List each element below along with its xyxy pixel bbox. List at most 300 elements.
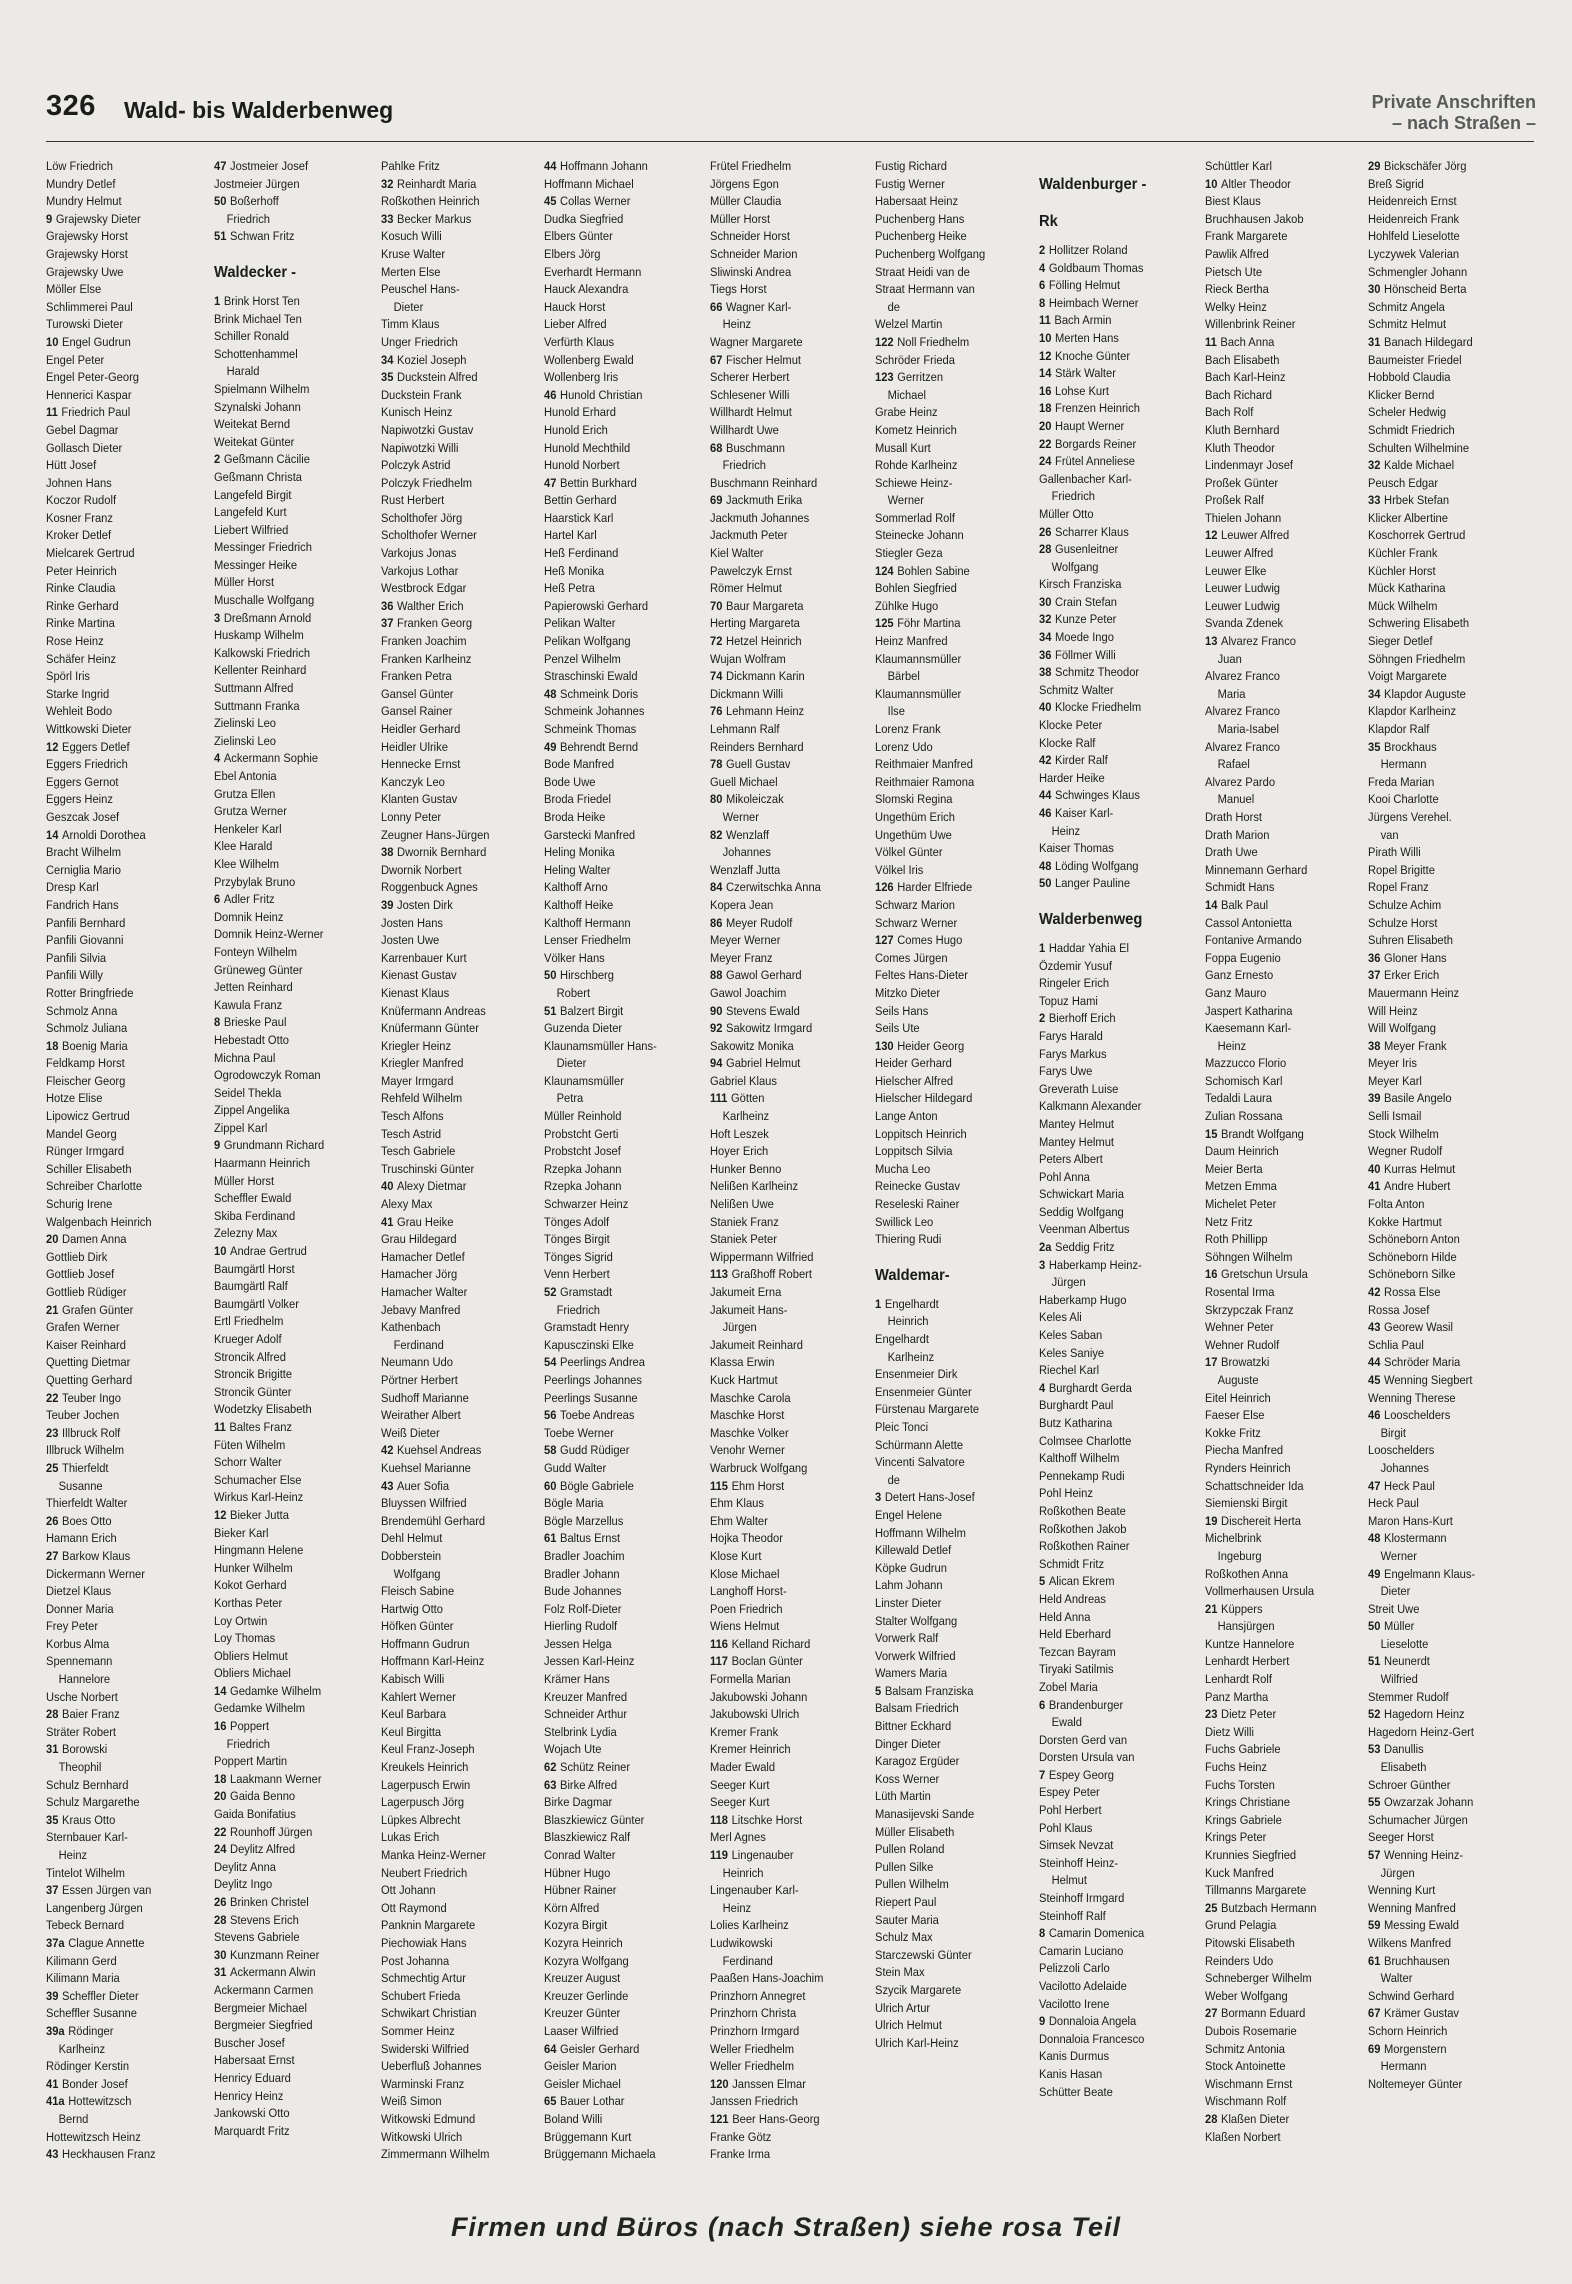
directory-entry (875, 827, 1019, 845)
directory-entry (381, 1970, 525, 1988)
directory-entry (1205, 1513, 1349, 1531)
resident-name: Schütter Beate (1039, 2084, 1113, 2099)
directory-entry (381, 1530, 525, 1548)
resident-name: Meyer Frank (1384, 1038, 1447, 1053)
directory-entry (710, 1249, 854, 1267)
resident-name: Boenig Maria (62, 1038, 128, 1053)
resident-name: Donner Maria (46, 1601, 114, 1616)
house-number: 69 (710, 493, 723, 508)
resident-name: Probstcht Gerti (544, 1126, 619, 1141)
resident-name: Lagerpusch Jörg (381, 1795, 465, 1810)
house-number: 29 (1368, 159, 1381, 173)
house-number: 5 (875, 1683, 882, 1698)
directory-entry (1205, 1249, 1349, 1267)
house-number: 117 (710, 1654, 728, 1669)
resident-name: Napiwotzki Gustav (381, 422, 474, 437)
house-number: 8 (214, 1015, 221, 1030)
directory-entry (214, 1419, 358, 1437)
directory-entry (214, 1648, 358, 1666)
resident-name: Müller Otto (1039, 506, 1094, 521)
directory-entry-continuation (544, 1302, 688, 1320)
resident-name: Meyer Iris (1368, 1056, 1417, 1071)
resident-name: van (1380, 827, 1399, 842)
resident-name: Hütt Josef (46, 458, 97, 473)
directory-entry (1205, 703, 1349, 721)
directory-entry-continuation (1039, 1714, 1183, 1732)
resident-name: Heinrich (722, 1865, 764, 1880)
directory-entry-continuation (46, 2041, 190, 2059)
resident-name: Rinke Claudia (46, 581, 116, 596)
directory-entry (544, 950, 688, 968)
directory-entry (544, 897, 688, 915)
directory-entry (46, 1566, 190, 1584)
directory-entry (381, 1478, 525, 1496)
directory-entry (46, 932, 190, 950)
directory-entry (381, 475, 525, 493)
resident-name: Manuel (1217, 792, 1255, 807)
resident-name: Ehm Horst (731, 1478, 785, 1493)
resident-name: Heinz (722, 1900, 752, 1915)
resident-name: Korthas Peter (214, 1595, 283, 1610)
house-number: 19 (1205, 1513, 1218, 1528)
house-number: 20 (214, 1789, 227, 1804)
directory-entry (381, 1706, 525, 1724)
directory-entry (46, 1302, 190, 1320)
resident-name: Engel Peter-Georg (46, 370, 139, 385)
resident-name: Kroker Detlef (46, 528, 112, 543)
resident-name: Tebeck Bernard (46, 1918, 125, 1933)
directory-entry (214, 1841, 358, 1859)
resident-name: Thielen Johann (1205, 510, 1282, 525)
resident-name: Lingenauber Karl- (710, 1883, 799, 1898)
resident-name: Föllmer Willi (1055, 647, 1116, 662)
house-number: 90 (710, 1003, 723, 1018)
directory-entry (710, 1478, 854, 1496)
directory-entry-continuation (1368, 1970, 1512, 1988)
resident-name: Jessen Helga (544, 1636, 612, 1651)
resident-name: Föhr Martina (897, 616, 961, 631)
resident-name: Duckstein Frank (381, 387, 462, 402)
directory-entry (1205, 1090, 1349, 1108)
directory-column (381, 158, 541, 2178)
directory-entry (46, 563, 190, 581)
directory-entry-continuation (46, 2111, 190, 2129)
house-number: 27 (1205, 2006, 1218, 2021)
resident-name: Völker Hans (544, 950, 605, 965)
directory-entry (1368, 1724, 1512, 1742)
directory-entry (1368, 1988, 1512, 2006)
resident-name: Kunze Peter (1055, 612, 1117, 627)
resident-name: Klapdor Karlheinz (1368, 704, 1457, 719)
directory-entry (46, 1161, 190, 1179)
resident-name: Harder Elfriede (897, 880, 973, 895)
resident-name: Lolies Karlheinz (710, 1918, 789, 1933)
directory-entry (1039, 1415, 1183, 1433)
resident-name: Krunnies Siegfried (1205, 1848, 1297, 1862)
house-number: 55 (1368, 1795, 1381, 1810)
directory-entry (1368, 457, 1512, 475)
resident-name: Schwinges Klaus (1055, 788, 1140, 803)
resident-name: Hübner Hugo (544, 1865, 611, 1880)
directory-entry (46, 2005, 190, 2023)
directory-entry (1039, 1908, 1183, 1926)
resident-name: Gebel Dagmar (46, 422, 119, 437)
resident-name: Wujan Wolfram (710, 651, 786, 666)
directory-entry (214, 346, 358, 364)
resident-name: Baumeister Friedel (1368, 352, 1462, 367)
directory-entry (710, 1917, 854, 1935)
house-number: 47 (214, 159, 227, 173)
directory-entry (1368, 352, 1512, 370)
directory-entry (1039, 1010, 1183, 1028)
resident-name: Hoffmann Gudrun (381, 1636, 470, 1651)
directory-entry (710, 563, 854, 581)
resident-name: Fonteyn Wilhelm (214, 944, 298, 959)
directory-entry (46, 369, 190, 387)
directory-entry (710, 264, 854, 282)
resident-name: Boßerhoff (230, 194, 279, 209)
directory-entry (214, 662, 358, 680)
directory-entry (1368, 510, 1512, 528)
resident-name: Schulten Wilhelmine (1368, 440, 1470, 455)
resident-name: Hamacher Jörg (381, 1267, 458, 1282)
house-number: 14 (1039, 366, 1052, 381)
resident-name: Kooi Charlotte (1368, 792, 1439, 807)
resident-name: Venn Herbert (544, 1267, 610, 1282)
directory-entry (1368, 1390, 1512, 1408)
resident-name: Panfili Willy (46, 968, 104, 983)
resident-name: Rödinger Kerstin (46, 2059, 130, 2074)
directory-entry (1039, 858, 1183, 876)
resident-name: Hunold Mechthild (544, 440, 631, 455)
resident-name: Michelet Peter (1205, 1197, 1277, 1212)
resident-name: Wittkowski Dieter (46, 722, 132, 736)
directory-entry (214, 1067, 358, 1085)
directory-entry (46, 1442, 190, 1460)
resident-name: Adler Fritz (223, 892, 275, 907)
directory-entry (46, 193, 190, 211)
resident-name: Lorenz Frank (875, 722, 941, 736)
directory-entry (381, 827, 525, 845)
resident-name: Reinders Udo (1205, 1953, 1274, 1968)
resident-name: Svanda Zdenek (1205, 616, 1284, 631)
resident-name: Bittner Eckhard (875, 1719, 952, 1734)
resident-name: Baltus Ernst (560, 1531, 621, 1546)
house-number: 124 (875, 563, 894, 578)
resident-name: Zippel Karl (214, 1120, 268, 1135)
directory-entry (1205, 563, 1349, 581)
resident-name: Jakumeit Hans- (710, 1302, 788, 1317)
directory-entry (544, 2058, 688, 2076)
resident-name: Proßek Günter (1205, 475, 1279, 490)
directory-entry (381, 1653, 525, 1671)
directory-entry-continuation (544, 985, 688, 1003)
directory-entry (1205, 862, 1349, 880)
directory-entry (1039, 1767, 1183, 1785)
resident-name: Schmeink Thomas (544, 722, 637, 736)
directory-entry (1039, 418, 1183, 436)
resident-name: Brink Horst Ten (223, 293, 300, 308)
directory-entry (544, 1829, 688, 1847)
directory-entry (1368, 967, 1512, 985)
directory-entry (214, 1225, 358, 1243)
house-number: 64 (544, 2041, 557, 2056)
directory-entry (214, 1912, 358, 1930)
resident-name: Teuber Jochen (46, 1408, 120, 1423)
directory-entry (544, 1337, 688, 1355)
resident-name: Spennemann (46, 1654, 113, 1669)
resident-name: Espey Peter (1039, 1785, 1100, 1800)
resident-name: Dorsten Gerd van (1039, 1732, 1128, 1747)
resident-name: Engel Peter (46, 352, 105, 367)
directory-entry-continuation (1205, 1372, 1349, 1390)
directory-entry (710, 915, 854, 933)
directory-entry-continuation (46, 1759, 190, 1777)
directory-entry (875, 1806, 1019, 1824)
resident-name: Piecha Manfred (1205, 1443, 1284, 1458)
directory-entry (1368, 1337, 1512, 1355)
directory-entry (1368, 422, 1512, 440)
directory-entry (1039, 1820, 1183, 1838)
directory-entry (1368, 1566, 1512, 1584)
resident-name: Robert (556, 985, 591, 1000)
directory-entry (381, 1741, 525, 1759)
directory-entry (710, 1882, 854, 1900)
directory-entry (1039, 277, 1183, 295)
resident-name: Heinz (1217, 1038, 1247, 1053)
resident-name: Gudd Walter (544, 1460, 607, 1475)
directory-entry (1039, 2084, 1183, 2102)
directory-entry (1205, 967, 1349, 985)
resident-name: Scherer Herbert (710, 370, 790, 385)
directory-entry (214, 1947, 358, 1965)
resident-name: Wamers Maria (875, 1666, 948, 1681)
directory-entry (875, 1073, 1019, 1091)
resident-name: Michael (887, 387, 927, 402)
resident-name: Gabriel Klaus (710, 1073, 777, 1088)
resident-name: Dehl Helmut (381, 1531, 443, 1546)
directory-entry (875, 915, 1019, 933)
directory-entry (46, 1935, 190, 1953)
resident-name: Feldkamp Horst (46, 1056, 125, 1071)
directory-entry-continuation (1368, 1548, 1512, 1566)
directory-entry (214, 1366, 358, 1384)
directory-entry (214, 522, 358, 540)
resident-name: Mayer Irmgard (381, 1073, 454, 1088)
directory-entry (46, 1372, 190, 1390)
directory-entry (1368, 651, 1512, 669)
directory-entry (875, 1753, 1019, 1771)
directory-entry (1368, 404, 1512, 422)
resident-name: Tesch Alfons (381, 1109, 444, 1124)
resident-name: Camarin Luciano (1039, 1943, 1124, 1958)
directory-entry (544, 1847, 688, 1865)
directory-entry (710, 1090, 854, 1108)
directory-entry (1205, 615, 1349, 633)
resident-name: Ackermann Sophie (223, 751, 319, 766)
directory-entry (710, 615, 854, 633)
resident-name: Schmeink Doris (560, 686, 639, 701)
directory-entry (1205, 193, 1349, 211)
directory-entry (710, 158, 854, 176)
directory-entry (214, 698, 358, 716)
directory-entry (1205, 492, 1349, 510)
directory-entry (381, 1917, 525, 1935)
resident-name: Zippel Angelika (214, 1103, 290, 1118)
resident-name: Paaßen Hans-Joachim (710, 1971, 824, 1986)
directory-entry (1039, 1309, 1183, 1327)
resident-name: Seeger Kurt (710, 1777, 770, 1792)
resident-name: Klassa Erwin (710, 1355, 775, 1370)
directory-entry (875, 334, 1019, 352)
directory-entry (214, 574, 358, 592)
directory-entry (1368, 1618, 1512, 1636)
resident-name: Schürmann Alette (875, 1437, 964, 1452)
directory-entry-continuation (710, 844, 854, 862)
resident-name: Laaser Wilfried (544, 2023, 619, 2038)
directory-entry (875, 1020, 1019, 1038)
resident-name: Schmitz Theodor (1055, 665, 1140, 680)
directory-entry (1368, 316, 1512, 334)
resident-name: Poen Friedrich (710, 1601, 783, 1616)
resident-name: Maria-Isabel (1217, 722, 1279, 736)
house-number: 16 (214, 1719, 227, 1734)
directory-entry (1205, 985, 1349, 1003)
resident-name: Rafael (1217, 757, 1250, 772)
directory-entry (1205, 1653, 1349, 1671)
resident-name: Kuntze Hannelore (1205, 1636, 1295, 1651)
house-number: 22 (46, 1390, 59, 1405)
resident-name: Brieske Paul (223, 1015, 287, 1030)
resident-name: Susanne (58, 1478, 103, 1493)
directory-entry (710, 440, 854, 458)
house-number: 51 (1368, 1654, 1381, 1669)
directory-entry (544, 2093, 688, 2111)
directory-entry (1205, 1953, 1349, 1971)
resident-name: Kremer Frank (710, 1724, 779, 1739)
resident-name: Meier Berta (1205, 1161, 1263, 1176)
directory-entry (710, 527, 854, 545)
resident-name: Lenhardt Herbert (1205, 1654, 1290, 1669)
directory-entry (1205, 264, 1349, 282)
directory-entry (46, 1354, 190, 1372)
resident-name: Langhoff Horst- (710, 1584, 787, 1599)
resident-name: Karlheinz (58, 2041, 106, 2056)
resident-name: Proßek Ralf (1205, 493, 1264, 508)
directory-entry (875, 158, 1019, 176)
resident-name: Bode Manfred (544, 757, 615, 772)
directory-entry (214, 1788, 358, 1806)
resident-name: Baumgärtl Ralf (214, 1279, 288, 1294)
directory-entry (381, 527, 525, 545)
house-number: 10 (46, 334, 59, 349)
directory-entry (875, 1894, 1019, 1912)
directory-entry (381, 809, 525, 827)
resident-name: Kunisch Heinz (381, 405, 453, 420)
directory-entry (544, 1636, 688, 1654)
resident-name: Hojka Theodor (710, 1531, 783, 1546)
resident-name: Butz Katharina (1039, 1416, 1113, 1430)
resident-name: Hauck Horst (544, 299, 606, 314)
directory-entry (1205, 1812, 1349, 1830)
directory-entry (544, 1425, 688, 1443)
resident-name: Obliers Michael (214, 1666, 291, 1681)
resident-name: Verfürth Klaus (544, 334, 615, 349)
resident-name: Roßkothen Rainer (1039, 1539, 1130, 1554)
directory-entry (1368, 1196, 1512, 1214)
resident-name: Lieber Alfred (544, 317, 607, 332)
directory-entry (46, 1513, 190, 1531)
resident-name: Janssen Friedrich (710, 2094, 799, 2109)
directory-entry (875, 774, 1019, 792)
resident-name: Burghardt Paul (1039, 1398, 1114, 1413)
resident-name: Bergmeier Siegfried (214, 2018, 313, 2033)
directory-entry (710, 1812, 854, 1830)
resident-name: Pohl Klaus (1039, 1820, 1093, 1835)
resident-name: Ehm Walter (710, 1513, 768, 1528)
directory-entry (875, 1090, 1019, 1108)
resident-name: Sternbauer Karl- (46, 1830, 128, 1845)
resident-name: Lehmann Heinz (726, 704, 805, 719)
resident-name: Simsek Nevzat (1039, 1838, 1114, 1853)
directory-entry (381, 510, 525, 528)
resident-name: Lange Anton (875, 1109, 938, 1124)
resident-name: Lehmann Ralf (710, 722, 780, 736)
resident-name: Dwornik Norbert (381, 862, 462, 877)
directory-entry (544, 316, 688, 334)
house-number: 44 (544, 159, 557, 173)
resident-name: Frütel Friedhelm (710, 159, 792, 173)
resident-name: Harald (226, 364, 260, 379)
directory-entry-continuation (1039, 1872, 1183, 1890)
resident-name: Kreuzer Gerlinde (544, 1988, 629, 2003)
directory-entry (1368, 2076, 1512, 2094)
resident-name: Schäfer Heinz (46, 651, 117, 666)
resident-name: Quetting Dietmar (46, 1355, 131, 1370)
resident-name: Hoffmann Michael (544, 176, 634, 191)
directory-entry (1039, 541, 1183, 559)
resident-name: Sommer Heinz (381, 2023, 455, 2038)
resident-name: Rounhoff Jürgen (230, 1824, 313, 1839)
directory-entry (544, 844, 688, 862)
resident-name: Klanten Gustav (381, 792, 458, 807)
resident-name: Truschinski Günter (381, 1161, 475, 1176)
directory-entry (544, 862, 688, 880)
directory-entry (46, 1882, 190, 1900)
resident-name: Hoft Leszek (710, 1126, 769, 1141)
resident-name: Hansjürgen (1217, 1619, 1275, 1634)
resident-name: Greverath Luise (1039, 1081, 1119, 1096)
directory-entry (1205, 2023, 1349, 2041)
resident-name: Hermann (1380, 2059, 1427, 2074)
directory-entry (381, 1689, 525, 1707)
directory-entry (544, 1882, 688, 1900)
resident-name: Bradler Johann (544, 1566, 620, 1581)
directory-entry (46, 1653, 190, 1671)
resident-name: Alvarez Pardo (1205, 774, 1276, 789)
resident-name: Bluyssen Wilfried (381, 1496, 467, 1511)
house-number: 20 (46, 1232, 59, 1247)
resident-name: Bach Anna (1220, 334, 1275, 349)
resident-name: Tiryaki Satilmis (1039, 1662, 1114, 1677)
resident-name: Westbrock Edgar (381, 581, 467, 596)
resident-name: Stroncik Günter (214, 1384, 292, 1399)
resident-name: Herting Margareta (710, 616, 800, 631)
directory-entry-continuation (544, 1055, 688, 1073)
resident-name: Biest Klaus (1205, 194, 1261, 209)
directory-entry (875, 563, 1019, 581)
directory-entry (1205, 316, 1349, 334)
